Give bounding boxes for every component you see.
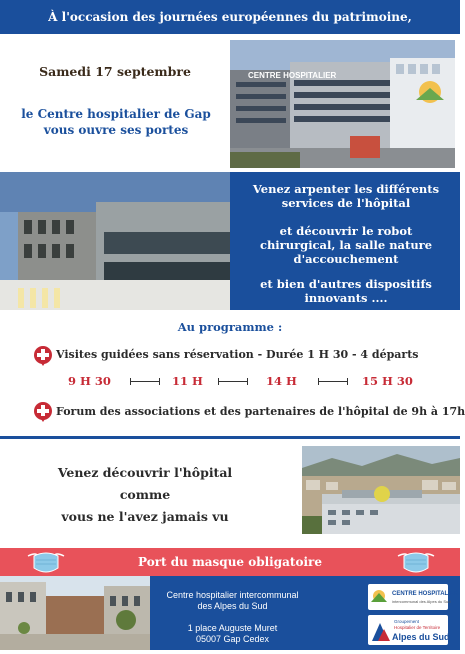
panel-line-6: et bien d'autres dispositifs	[260, 277, 432, 291]
time-slot-1: 9 H 30	[68, 374, 111, 388]
courtyard-photo	[0, 576, 150, 650]
intro-text	[10, 106, 222, 138]
medical-cross-pin-icon	[34, 402, 52, 420]
mask-banner	[0, 548, 460, 576]
logo2-mid: Hospitalier de Territoire	[394, 625, 441, 630]
visits-info: Visites guidées sans réservation - Durée 1 H 30 - 4 départs	[56, 348, 419, 361]
discover-line-3: vous ne l'avez jamais vu	[61, 509, 229, 524]
panel-line-2: services de l'hôpital	[281, 196, 411, 210]
face-mask-icon	[26, 548, 66, 576]
logo1-title: CENTRE HOSPITALIER	[392, 591, 459, 597]
hospital-building-photo	[0, 172, 230, 310]
panel-line-1: Venez arpenter les différents	[252, 182, 440, 196]
forum-info: Forum des associations et des partenaires de l'hôpital de 9h à 17h	[56, 405, 465, 418]
address-line-3: 1 place Auguste Muret	[187, 623, 278, 633]
discover-line-1: Venez découvrir l'hôpital	[57, 465, 233, 480]
time-slot-3: 14 H	[266, 374, 297, 388]
programme-title: Au programme :	[177, 320, 283, 334]
logo2-main: Alpes du Sud	[392, 632, 450, 642]
address-block	[150, 590, 315, 645]
programme-section	[0, 310, 465, 438]
panel-line-4: chirurgical, la salle nature	[259, 238, 433, 252]
event-date: Samedi 17 septembre	[39, 64, 191, 79]
time-separator-1	[130, 381, 160, 382]
top-banner	[0, 0, 460, 34]
hospital-logo	[368, 584, 459, 610]
banner-text: À l'occasion des journées européennes du patrimoine,	[48, 10, 412, 24]
services-panel	[230, 172, 460, 310]
intro-section	[0, 34, 230, 172]
time-separator-3	[318, 381, 348, 382]
panel-line-7: innovants ....	[304, 291, 388, 305]
divider-bottom	[0, 436, 460, 439]
time-separator-2	[218, 381, 248, 382]
intro-line-2: vous ouvre ses portes	[43, 123, 189, 137]
ght-logo	[368, 615, 448, 645]
panel-line-3: et découvrir le robot	[279, 224, 413, 238]
hospital-facade-photo	[230, 40, 455, 168]
address-line-4: 05007 Gap Cedex	[195, 634, 270, 644]
logo2-top: Groupement	[394, 619, 420, 624]
discover-line-2: comme	[119, 487, 171, 502]
address-line-1: Centre hospitalier intercommunal	[166, 590, 299, 600]
hospital-sign-text: CENTRE HOSPITALIER	[248, 71, 337, 80]
address-line-2: des Alpes du Sud	[197, 601, 268, 611]
mask-text: Port du masque obligatoire	[138, 555, 322, 569]
intro-line-1: le Centre hospitalier de Gap	[21, 107, 211, 121]
time-slot-4: 15 H 30	[362, 374, 413, 388]
aerial-city-photo	[302, 446, 460, 534]
medical-cross-pin-icon	[34, 346, 52, 364]
discover-text	[40, 462, 250, 528]
time-slot-2: 11 H	[172, 374, 203, 388]
panel-line-5: d'accouchement	[293, 252, 399, 266]
logo1-subtitle: intercommunal des Alpes du Sud	[392, 599, 451, 604]
face-mask-icon	[396, 548, 436, 576]
